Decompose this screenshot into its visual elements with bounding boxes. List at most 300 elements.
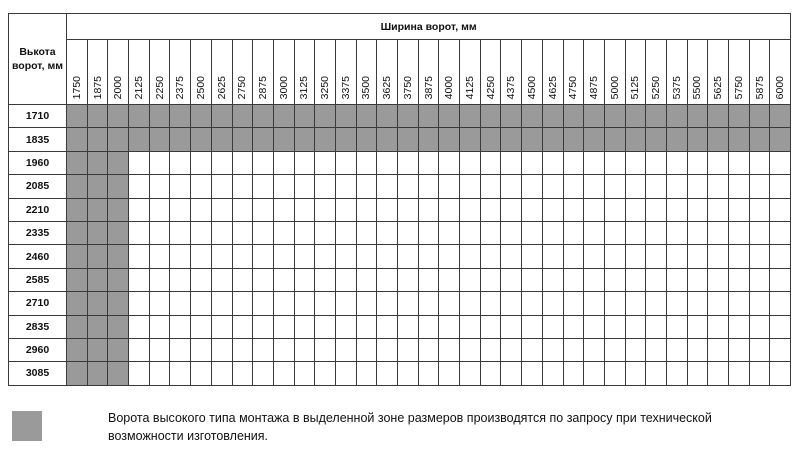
height-header-cell: 1835 (9, 128, 67, 151)
width-header-cell (646, 40, 667, 105)
width-value: 4750 (567, 75, 580, 99)
grid-cell (149, 268, 170, 291)
grid-cell (604, 151, 625, 174)
grid-cell (480, 151, 501, 174)
shaded-cell (108, 221, 129, 244)
shaded-cell (522, 105, 543, 128)
height-header-cell: 2210 (9, 198, 67, 221)
grid-cell (666, 221, 687, 244)
shaded-cell (129, 128, 150, 151)
grid-cell (770, 338, 791, 361)
grid-cell (687, 315, 708, 338)
grid-cell (584, 221, 605, 244)
width-value: 2875 (257, 75, 270, 99)
grid-cell (584, 198, 605, 221)
height-row (9, 245, 791, 268)
grid-cell (191, 175, 212, 198)
grid-cell (542, 221, 563, 244)
grid-cell (149, 245, 170, 268)
grid-cell (211, 198, 232, 221)
grid-cell (687, 221, 708, 244)
shaded-cell (67, 175, 88, 198)
shaded-cell (273, 128, 294, 151)
height-row (9, 221, 791, 244)
shaded-cell (191, 105, 212, 128)
shaded-cell (294, 128, 315, 151)
grid-cell (211, 245, 232, 268)
grid-cell (418, 245, 439, 268)
shaded-cell (398, 128, 419, 151)
grid-cell (460, 268, 481, 291)
grid-cell (315, 338, 336, 361)
grid-cell (460, 221, 481, 244)
grid-cell (335, 198, 356, 221)
grid-cell (149, 315, 170, 338)
width-value: 4500 (525, 75, 538, 99)
grid-cell (646, 338, 667, 361)
grid-cell (666, 292, 687, 315)
grid-cell (253, 221, 274, 244)
width-header-cell (584, 40, 605, 105)
grid-cell (232, 268, 253, 291)
grid-cell (708, 338, 729, 361)
grid-cell (211, 175, 232, 198)
grid-cell (604, 221, 625, 244)
grid-cell (687, 151, 708, 174)
grid-cell (418, 268, 439, 291)
grid-cell (522, 198, 543, 221)
grid-cell (149, 338, 170, 361)
height-header-cell: 2835 (9, 315, 67, 338)
grid-cell (315, 151, 336, 174)
grid-cell (149, 292, 170, 315)
shaded-cell (646, 128, 667, 151)
width-header-cell (563, 40, 584, 105)
grid-cell (708, 292, 729, 315)
grid-cell (542, 315, 563, 338)
shaded-cell (253, 128, 274, 151)
grid-cell (335, 338, 356, 361)
shaded-cell (211, 128, 232, 151)
grid-cell (191, 221, 212, 244)
shaded-cell (108, 128, 129, 151)
grid-cell (522, 151, 543, 174)
height-row (9, 151, 791, 174)
width-value: 2000 (112, 75, 125, 99)
grid-cell (191, 362, 212, 385)
grid-cell (687, 268, 708, 291)
grid-cell (253, 198, 274, 221)
shaded-cell (770, 105, 791, 128)
grid-cell (294, 245, 315, 268)
grid-cell (708, 151, 729, 174)
grid-cell (211, 268, 232, 291)
grid-cell (439, 292, 460, 315)
grid-cell (770, 315, 791, 338)
grid-cell (501, 221, 522, 244)
width-value: 4125 (463, 75, 476, 99)
grid-cell (646, 198, 667, 221)
grid-cell (501, 175, 522, 198)
grid-cell (191, 198, 212, 221)
grid-cell (398, 221, 419, 244)
grid-cell (480, 221, 501, 244)
shaded-cell (708, 105, 729, 128)
grid-cell (273, 245, 294, 268)
grid-cell (666, 338, 687, 361)
grid-cell (294, 362, 315, 385)
width-header-cell (253, 40, 274, 105)
grid-cell (356, 315, 377, 338)
width-header-cell (522, 40, 543, 105)
shaded-cell (108, 268, 129, 291)
shaded-cell (67, 105, 88, 128)
grid-cell (129, 362, 150, 385)
grid-cell (687, 198, 708, 221)
shaded-cell (377, 105, 398, 128)
grid-cell (356, 268, 377, 291)
width-value: 5500 (691, 75, 704, 99)
grid-cell (129, 221, 150, 244)
grid-cell (232, 362, 253, 385)
grid-cell (294, 315, 315, 338)
grid-cell (501, 151, 522, 174)
grid-cell (542, 151, 563, 174)
grid-cell (563, 151, 584, 174)
grid-cell (377, 198, 398, 221)
grid-cell (418, 338, 439, 361)
grid-cell (129, 198, 150, 221)
grid-cell (129, 151, 150, 174)
height-header-cell: 2460 (9, 245, 67, 268)
grid-cell (398, 198, 419, 221)
grid-cell (273, 315, 294, 338)
width-header-cell (604, 40, 625, 105)
grid-cell (356, 175, 377, 198)
shaded-cell (170, 128, 191, 151)
width-header-cell (480, 40, 501, 105)
width-header-cell (625, 40, 646, 105)
grid-cell (584, 245, 605, 268)
grid-cell (377, 292, 398, 315)
shaded-cell (67, 268, 88, 291)
grid-cell (604, 292, 625, 315)
shaded-cell (108, 362, 129, 385)
grid-cell (708, 198, 729, 221)
grid-cell (149, 151, 170, 174)
grid-cell (460, 292, 481, 315)
height-row (9, 268, 791, 291)
grid-cell (253, 292, 274, 315)
grid-cell (708, 362, 729, 385)
shaded-cell (687, 105, 708, 128)
grid-cell (253, 175, 274, 198)
shaded-cell (170, 105, 191, 128)
shaded-cell (335, 128, 356, 151)
grid-cell (356, 221, 377, 244)
grid-cell (522, 338, 543, 361)
width-header-cell (770, 40, 791, 105)
shaded-cell (501, 105, 522, 128)
shaded-cell (294, 105, 315, 128)
grid-cell (563, 175, 584, 198)
grid-cell (232, 292, 253, 315)
grid-cell (604, 175, 625, 198)
shaded-cell (749, 128, 770, 151)
grid-cell (170, 245, 191, 268)
grid-cell (398, 338, 419, 361)
grid-cell (315, 292, 336, 315)
height-header-cell: 1960 (9, 151, 67, 174)
grid-cell (191, 338, 212, 361)
grid-cell (729, 338, 750, 361)
grid-cell (460, 175, 481, 198)
grid-cell (542, 362, 563, 385)
width-header-cell (377, 40, 398, 105)
grid-cell (315, 221, 336, 244)
shaded-cell (460, 128, 481, 151)
grid-cell (211, 338, 232, 361)
width-header-cell (87, 40, 108, 105)
legend-swatch (12, 411, 42, 441)
grid-cell (418, 315, 439, 338)
shaded-cell (67, 362, 88, 385)
grid-cell (708, 315, 729, 338)
grid-cell (460, 151, 481, 174)
grid-cell (584, 362, 605, 385)
grid-cell (129, 338, 150, 361)
shaded-cell (87, 105, 108, 128)
width-header-cell (149, 40, 170, 105)
grid-cell (356, 151, 377, 174)
shaded-cell (87, 175, 108, 198)
grid-cell (770, 151, 791, 174)
corner-label-line1: Вькота (19, 46, 56, 58)
shaded-cell (501, 128, 522, 151)
grid-cell (604, 198, 625, 221)
grid-cell (770, 362, 791, 385)
grid-cell (439, 315, 460, 338)
shaded-cell (87, 128, 108, 151)
width-header-cell (211, 40, 232, 105)
grid-cell (770, 175, 791, 198)
width-value: 5750 (732, 75, 745, 99)
grid-cell (273, 175, 294, 198)
shaded-cell (418, 105, 439, 128)
grid-cell (625, 221, 646, 244)
grid-cell (749, 151, 770, 174)
grid-cell (149, 175, 170, 198)
grid-cell (646, 221, 667, 244)
grid-cell (770, 198, 791, 221)
grid-cell (294, 151, 315, 174)
height-row (9, 315, 791, 338)
corner-label-line2: ворот, мм (11, 60, 64, 72)
shaded-cell (108, 292, 129, 315)
grid-cell (604, 362, 625, 385)
grid-cell (749, 362, 770, 385)
grid-cell (191, 268, 212, 291)
grid-cell (542, 292, 563, 315)
shaded-cell (625, 128, 646, 151)
grid-cell (501, 292, 522, 315)
shaded-cell (87, 315, 108, 338)
grid-cell (480, 175, 501, 198)
shaded-cell (87, 245, 108, 268)
grid-cell (542, 175, 563, 198)
grid-cell (501, 315, 522, 338)
width-value: 2125 (132, 75, 145, 99)
grid-cell (584, 315, 605, 338)
grid-cell (563, 362, 584, 385)
shaded-cell (129, 105, 150, 128)
width-header-cell (398, 40, 419, 105)
grid-cell (170, 292, 191, 315)
grid-cell (356, 362, 377, 385)
shaded-cell (253, 105, 274, 128)
width-value: 2250 (153, 75, 166, 99)
grid-cell (253, 268, 274, 291)
width-header-cell (666, 40, 687, 105)
grid-cell (335, 315, 356, 338)
grid-cell (749, 245, 770, 268)
grid-cell (729, 268, 750, 291)
shaded-cell (67, 198, 88, 221)
width-value: 3125 (298, 75, 311, 99)
gate-size-table (8, 13, 791, 386)
shaded-cell (604, 105, 625, 128)
grid-cell (356, 245, 377, 268)
grid-cell (584, 151, 605, 174)
shaded-cell (87, 292, 108, 315)
shaded-cell (584, 105, 605, 128)
grid-cell (335, 362, 356, 385)
width-value: 4000 (443, 75, 456, 99)
grid-cell (129, 268, 150, 291)
grid-cell (542, 198, 563, 221)
shaded-cell (356, 128, 377, 151)
shaded-cell (232, 128, 253, 151)
table-title-row (9, 14, 791, 40)
grid-cell (129, 175, 150, 198)
width-value: 5125 (629, 75, 642, 99)
width-value: 5375 (670, 75, 683, 99)
grid-cell (625, 175, 646, 198)
shaded-cell (67, 245, 88, 268)
grid-cell (211, 292, 232, 315)
grid-cell (439, 198, 460, 221)
shaded-cell (87, 268, 108, 291)
grid-cell (253, 151, 274, 174)
grid-cell (687, 362, 708, 385)
grid-cell (729, 245, 750, 268)
shaded-cell (542, 128, 563, 151)
shaded-cell (687, 128, 708, 151)
grid-cell (646, 175, 667, 198)
grid-cell (563, 338, 584, 361)
grid-cell (542, 245, 563, 268)
grid-cell (377, 221, 398, 244)
shaded-cell (108, 245, 129, 268)
shaded-cell (625, 105, 646, 128)
grid-cell (460, 315, 481, 338)
grid-cell (625, 198, 646, 221)
grid-cell (377, 245, 398, 268)
grid-cell (729, 151, 750, 174)
shaded-cell (377, 128, 398, 151)
height-row (9, 362, 791, 385)
height-row (9, 292, 791, 315)
grid-cell (646, 362, 667, 385)
grid-cell (708, 245, 729, 268)
grid-cell (439, 268, 460, 291)
grid-cell (170, 175, 191, 198)
grid-cell (542, 338, 563, 361)
grid-cell (625, 315, 646, 338)
height-row (9, 175, 791, 198)
grid-cell (480, 198, 501, 221)
grid-cell (315, 175, 336, 198)
grid-cell (398, 315, 419, 338)
shaded-cell (108, 105, 129, 128)
grid-cell (170, 315, 191, 338)
grid-cell (294, 175, 315, 198)
grid-cell (666, 268, 687, 291)
grid-cell (398, 292, 419, 315)
width-value: 3250 (319, 75, 332, 99)
grid-cell (335, 292, 356, 315)
grid-cell (646, 315, 667, 338)
grid-cell (729, 292, 750, 315)
grid-cell (335, 245, 356, 268)
grid-cell (356, 338, 377, 361)
grid-cell (522, 221, 543, 244)
shaded-cell (232, 105, 253, 128)
width-header-cell (315, 40, 336, 105)
grid-cell (377, 268, 398, 291)
shaded-cell (708, 128, 729, 151)
grid-cell (315, 198, 336, 221)
shaded-cell (67, 338, 88, 361)
grid-cell (439, 151, 460, 174)
grid-cell (398, 245, 419, 268)
grid-cell (460, 362, 481, 385)
grid-cell (687, 245, 708, 268)
width-value: 5000 (608, 75, 621, 99)
width-header-cell (108, 40, 129, 105)
grid-cell (666, 198, 687, 221)
height-row (9, 198, 791, 221)
grid-cell (563, 292, 584, 315)
height-row (9, 105, 791, 128)
grid-cell (418, 151, 439, 174)
shaded-cell (356, 105, 377, 128)
width-value: 3375 (339, 75, 352, 99)
grid-cell (625, 338, 646, 361)
grid-cell (398, 362, 419, 385)
grid-cell (439, 338, 460, 361)
shaded-cell (666, 105, 687, 128)
shaded-cell (749, 105, 770, 128)
grid-cell (563, 315, 584, 338)
width-header-cell (749, 40, 770, 105)
grid-cell (749, 338, 770, 361)
grid-cell (232, 338, 253, 361)
grid-cell (708, 175, 729, 198)
grid-cell (584, 292, 605, 315)
shaded-cell (480, 105, 501, 128)
grid-cell (273, 292, 294, 315)
